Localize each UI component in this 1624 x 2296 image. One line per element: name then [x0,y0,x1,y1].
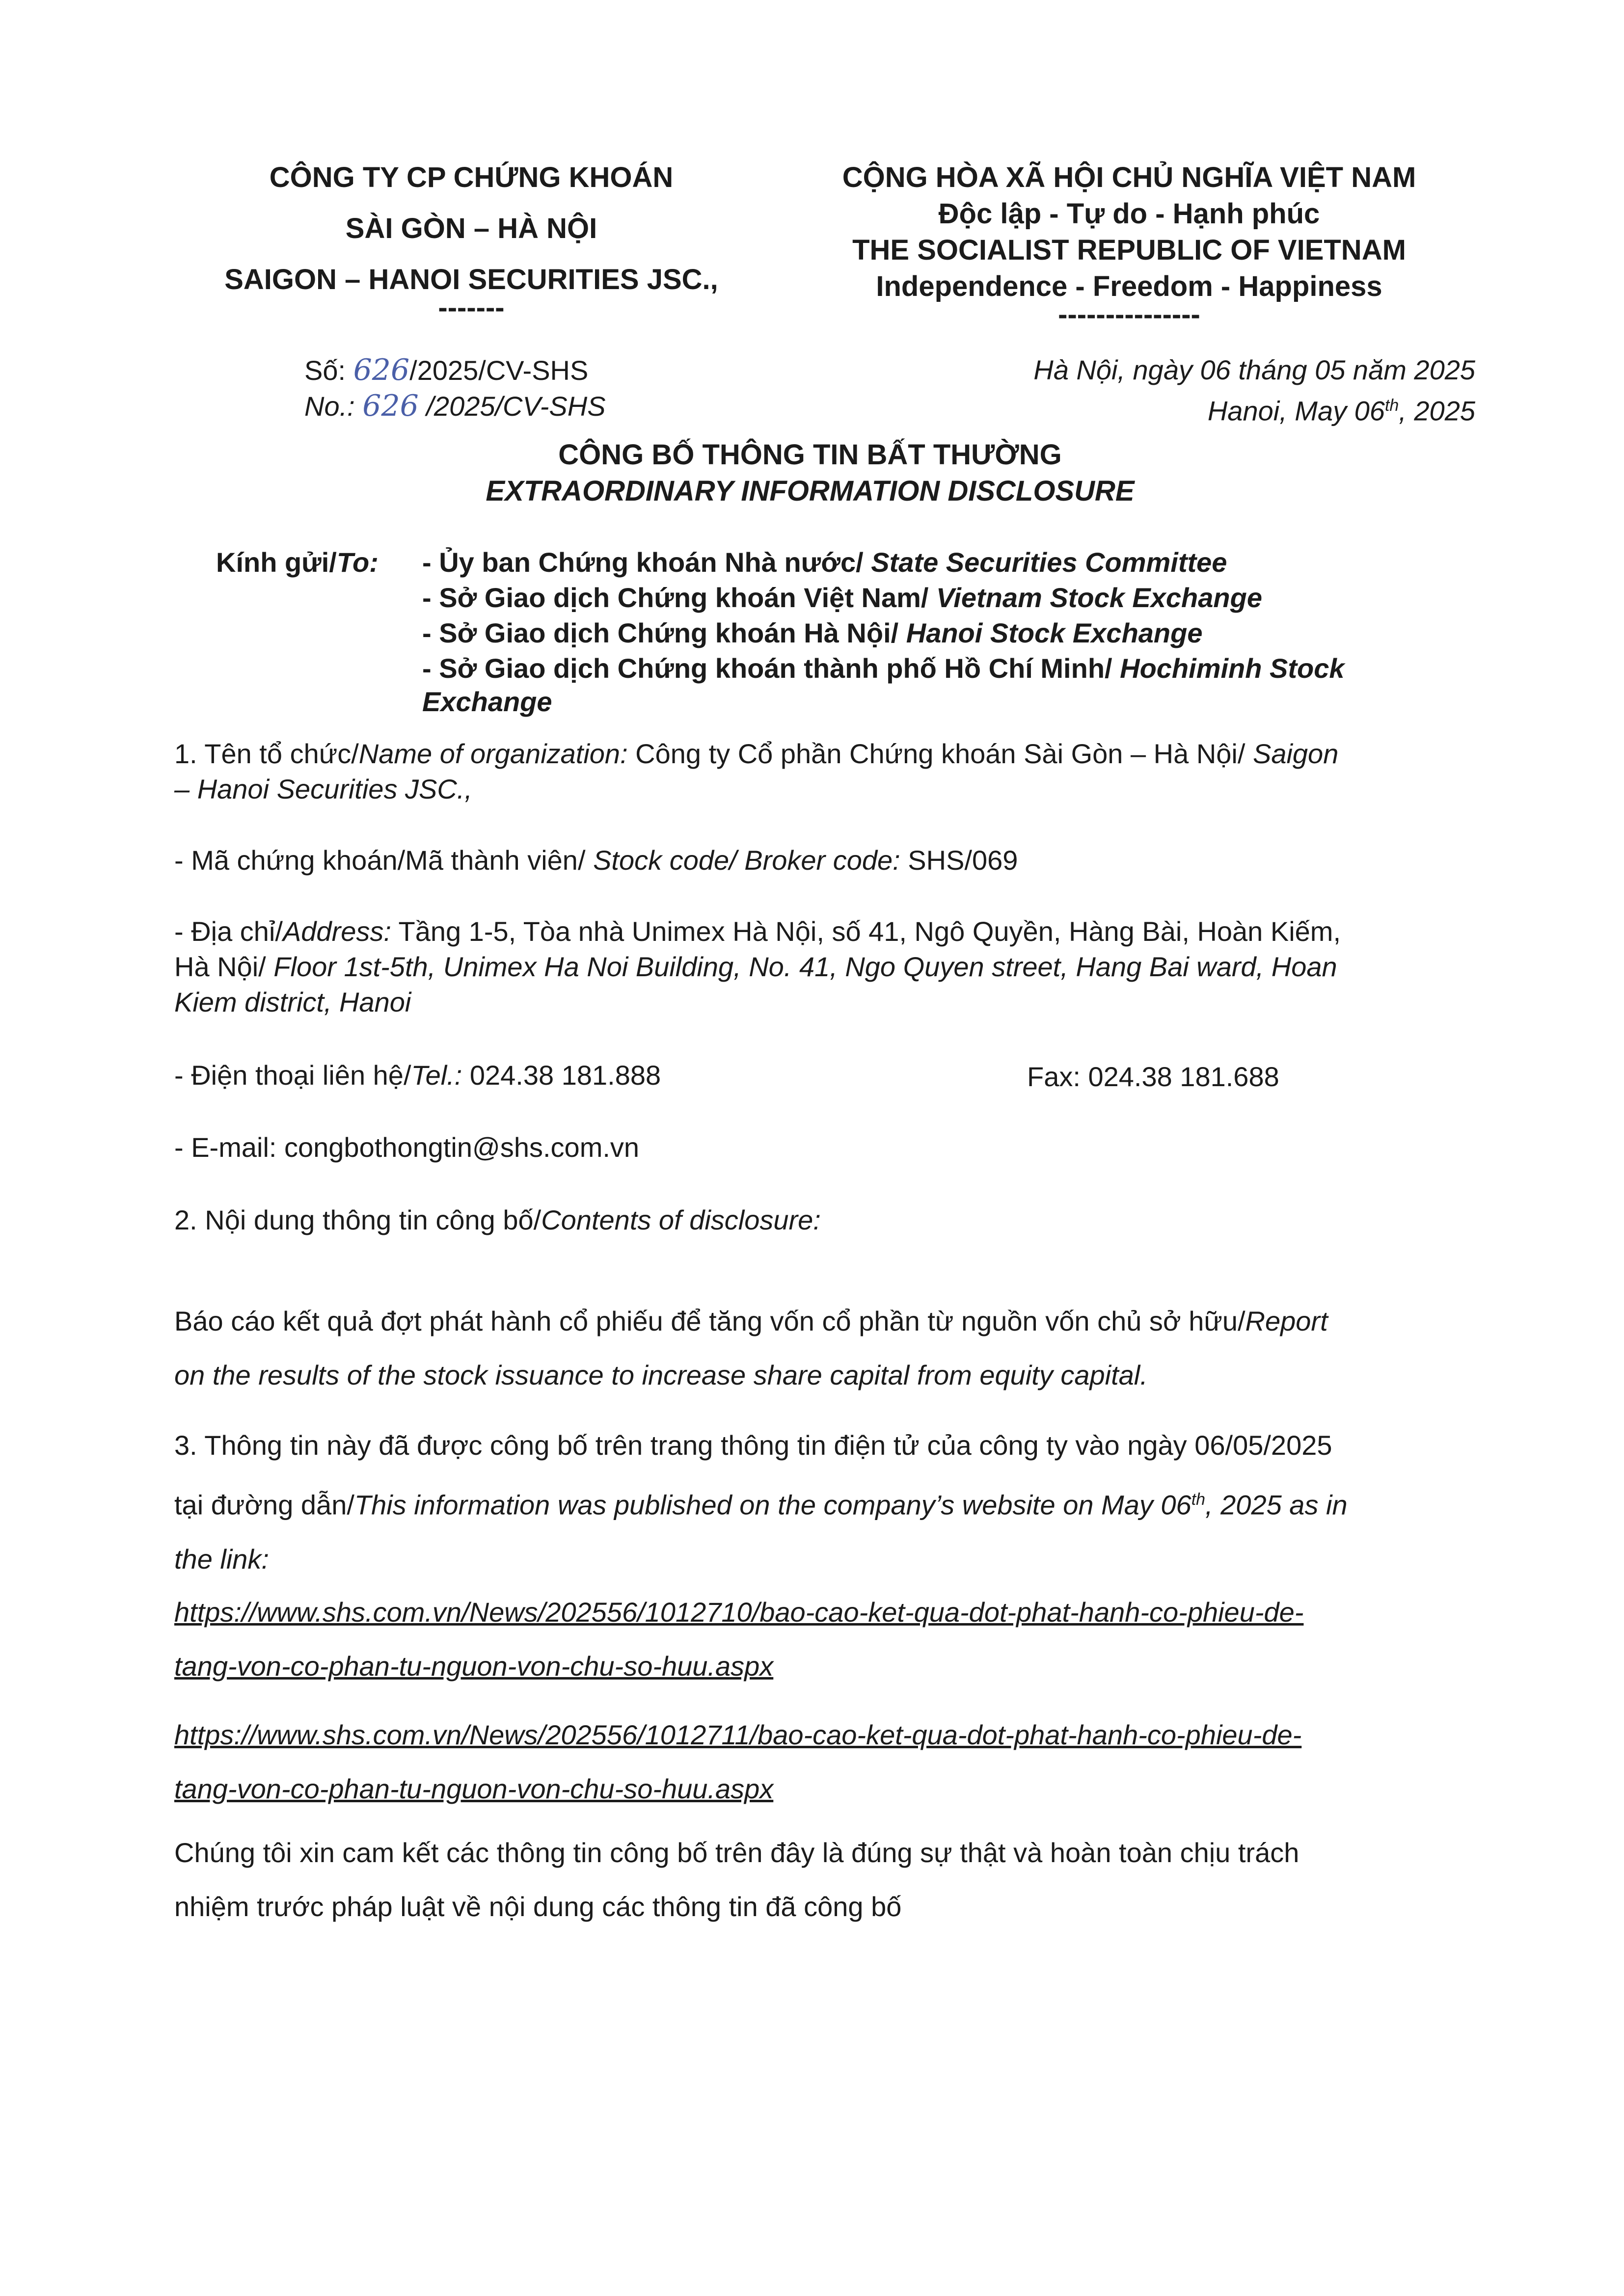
report-en-1: Report [1245,1306,1328,1336]
recipient-vn: - Sở Giao dịch Chứng khoán Việt Nam/ [422,582,937,613]
recipients-label-en: To: [336,547,379,578]
organization-paragraph [174,736,1461,807]
org-label-en: Name of organization: [358,738,628,769]
recipient-item [422,651,1463,686]
address-paragraph [174,914,1470,1020]
link-2-line2[interactable]: tang-von-co-phan-tu-nguon-von-chu-so-huu.aspx [174,1773,774,1804]
org-value: Công ty Cổ phần Chứng khoán Sài Gòn – Hà Nội/ [627,738,1253,769]
date-en-prefix: Hanoi, May 06 [1207,395,1385,427]
no-suffix: /2025/CV-SHS [426,391,606,422]
org-label: 1. Tên tổ chức/ [174,738,359,769]
recipient-en: Hochiminh Stock [1120,653,1345,684]
title-vn: CÔNG BỐ THÔNG TIN BẤT THƯỜNG [558,439,1062,471]
document-date [835,352,1475,429]
code-label-en: Stock code/ Broker code: [593,845,900,876]
no-label: No.: [304,391,355,422]
recipient-vn: - Sở Giao dịch Chứng khoán Hà Nội/ [422,617,906,648]
telephone-line [174,1058,661,1093]
republic-name-en: THE SOCIALIST REPUBLIC OF VIETNAM [852,234,1406,266]
addr-label: - Địa chỉ/ [174,916,283,947]
company-rule: ------- [438,292,505,323]
tel-value: 024.38 181.888 [462,1060,661,1091]
link-2-line1[interactable]: https://www.shs.com.vn/News/202556/1012711/bao-cao-ket-qua-dot-phat-hanh-co-phieu-de- [174,1719,1302,1750]
company-name-en: SAIGON – HANOI SECURITIES JSC., [224,264,718,295]
organization-line2: – Hanoi Securities JSC., [174,774,472,804]
date-vn: Hà Nội, ngày 06 tháng 05 năm 2025 [1033,354,1475,385]
address-line2 [174,949,1470,985]
republic-name-vn: CỘNG HÒA XÃ HỘI CHỦ NGHĨA VIỆT NAM [842,161,1416,193]
commitment-line2: nhiệm trước pháp luật về nội dung các thông tin đã công bố [174,1891,902,1922]
so-line [304,352,697,388]
so-label: Số: [304,355,346,386]
date-en-suffix: , 2025 [1399,395,1475,427]
recipient-en: Vietnam Stock Exchange [936,582,1262,613]
pub-vn-2: tại đường dẫn/ [174,1489,354,1521]
publication-line2 [174,1472,1470,1532]
recipient-continuation: Exchange [422,686,552,717]
title-en: EXTRAORDINARY INFORMATION DISCLOSURE [486,475,1135,507]
address-line1 [174,914,1470,949]
report-line2: on the results of the stock issuance to increase share capital from equity capital. [174,1360,1148,1390]
report-vn: Báo cáo kết quả đợt phát hành cổ phiếu để tăng vốn cổ phần từ nguồn vốn chủ sở hữu/ [174,1306,1245,1336]
recipient-item [422,615,1463,651]
address-line3: Kiem district, Hanoi [174,987,411,1017]
pub-en-sup: th [1191,1490,1206,1509]
motto-en: Independence - Freedom - Happiness [876,270,1382,302]
motto-vn: Độc lập - Tự do - Hạnh phúc [938,198,1320,230]
so-handwritten: 626 [353,353,410,387]
recipient-item [422,580,1463,615]
link-1-line2[interactable]: tang-von-co-phan-tu-nguon-von-chu-so-huu.aspx [174,1651,774,1682]
org-value-en-1: Saigon [1252,738,1339,769]
commitment-paragraph [174,1826,1470,1934]
contents-label-en: Contents of disclosure: [541,1204,821,1235]
email-line: - E-mail: congbothongtin@shs.com.vn [174,1132,640,1163]
contents-label: 2. Nội dung thông tin công bố/ [174,1204,541,1235]
recipient-vn: - Sở Giao dịch Chứng khoán thành phố Hồ Chí Minh/ [422,653,1120,684]
stock-code-line [174,843,1018,878]
company-name-vn-line1: CÔNG TY CP CHỨNG KHOÁN [269,161,674,193]
fax-line: Fax: 024.38 181.688 [1027,1061,1279,1092]
recipient-item [422,545,1463,580]
contents-label-line [174,1202,821,1238]
addr-vn-1: Tầng 1-5, Tòa nhà Unimex Hà Nội, số 41, Ngô Quyền, Hàng Bài, Hoàn Kiếm, [391,916,1341,947]
republic-rule: --------------- [1058,298,1200,330]
addr-en-1: Floor 1st-5th, Unimex Ha Noi Building, No. 41, Ngo Quyen street, Hang Bai ward, Hoan [273,951,1337,982]
code-value: SHS/069 [900,845,1018,876]
pub-en-1: This information was published on the company’s website on May 06 [354,1489,1191,1521]
date-en-sup: th [1384,396,1399,415]
so-suffix: /2025/CV-SHS [409,355,589,386]
publication-line1: 3. Thông tin này đã được công bố trên trang thông tin điện tử của công ty vào ngày 06/05/2025 [174,1430,1332,1461]
recipient-en: Hanoi Stock Exchange [906,617,1203,648]
report-paragraph [174,1294,1470,1402]
recipients-label [216,545,379,580]
organization-line1 [174,736,1461,772]
publication-line3: the link: [174,1543,269,1575]
republic-header [766,160,1492,330]
addr-vn-2: Hà Nội/ [174,951,274,982]
link-2[interactable] [174,1708,1470,1816]
code-label: - Mã chứng khoán/Mã thành viên/ [174,845,594,876]
tel-label: - Điện thoại liên hệ/ [174,1060,411,1091]
reference-number [304,352,697,424]
company-header [177,160,766,323]
link-1-line1[interactable]: https://www.shs.com.vn/News/202556/1012710/bao-cao-ket-qua-dot-phat-hanh-co-phieu-de- [174,1597,1304,1628]
commitment-line1: Chúng tôi xin cam kết các thông tin công bố trên đây là đúng sự thật và hoàn toàn chịu trách [174,1837,1299,1868]
recipient-vn: - Ủy ban Chứng khoán Nhà nước/ [422,547,871,578]
document-title [196,437,1424,509]
no-line [304,388,697,424]
recipient-en: State Securities Committee [871,547,1227,578]
recipients-label-vn: Kính gửi/ [216,547,337,578]
date-en [835,388,1475,429]
link-1[interactable] [174,1585,1470,1693]
publication-paragraph [174,1418,1470,1586]
no-handwritten: 626 [362,389,419,423]
addr-label-en: Address: [282,916,391,947]
company-name-vn-line2: SÀI GÒN – HÀ NỘI [345,213,597,244]
pub-en-2: , 2025 as in [1205,1489,1348,1521]
tel-label-en: Tel.: [411,1060,462,1091]
report-line1 [174,1294,1470,1348]
